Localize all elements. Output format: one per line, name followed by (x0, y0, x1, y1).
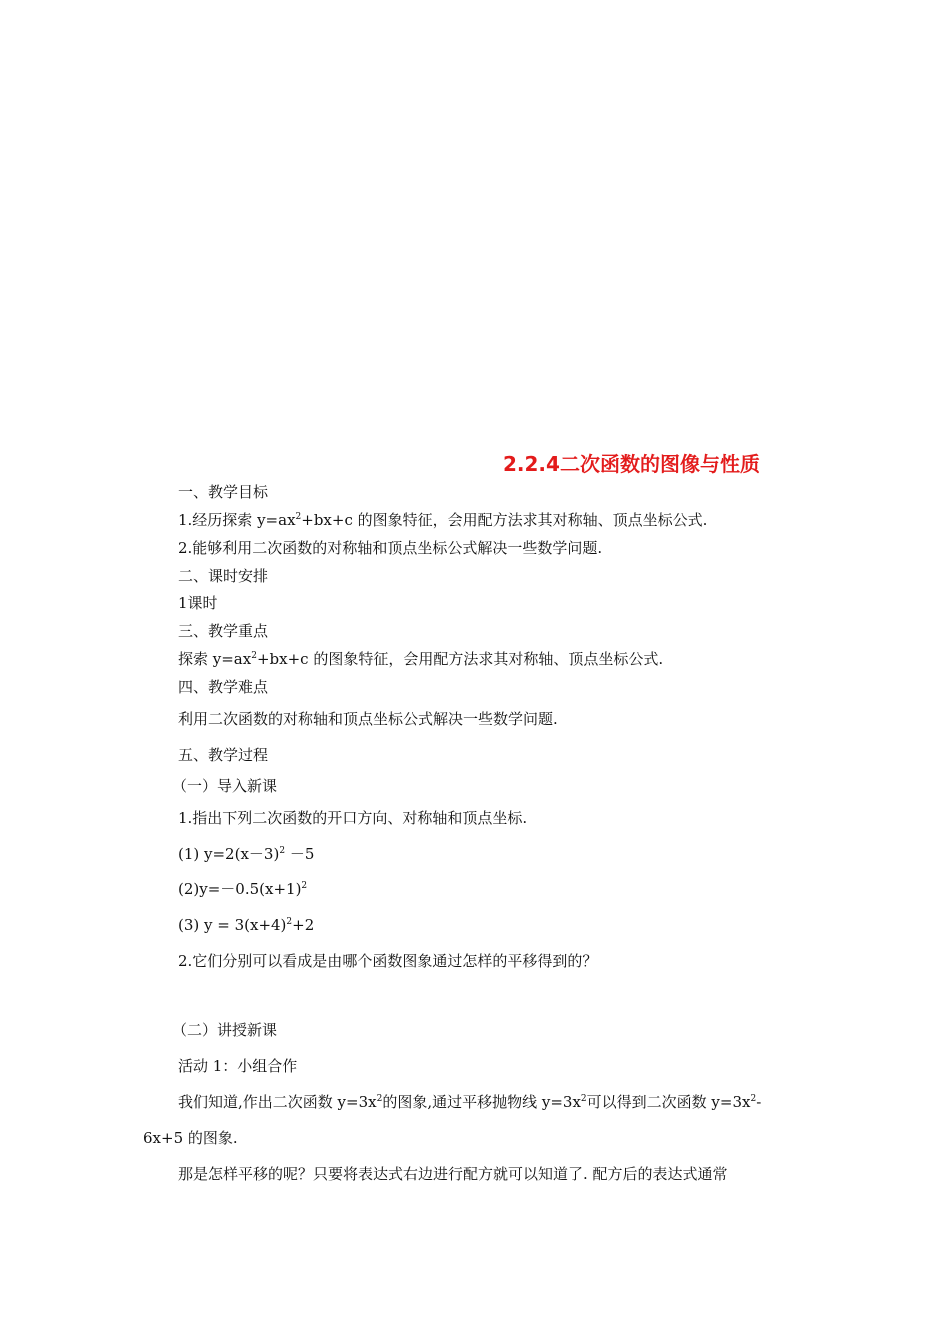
section-3-text-b: +bx+c 的图象特征，会用配方法求其对称轴、顶点坐标公式. (256, 650, 664, 668)
section-1-heading: 一、教学目标 (178, 483, 269, 501)
section-5-heading: 五、教学过程 (178, 746, 269, 764)
subsection-2-heading: （二）讲授新课 (172, 1021, 278, 1039)
objective-1-text-a: 1.经历探索 y=ax (178, 511, 296, 529)
formula-1-text-a: (1) y=2(x－3) (178, 845, 280, 863)
paragraph-1-text-a: 我们知道,作出二次函数 y=3x (178, 1093, 377, 1111)
section-3-body (178, 649, 663, 669)
formula-3 (178, 915, 314, 935)
paragraph-1-text-c: 可以得到二次函数 y=3x (586, 1093, 751, 1111)
section-3-heading: 三、教学重点 (178, 622, 269, 640)
paragraph-1-continuation: 6x+5 的图象. (143, 1129, 238, 1147)
objective-1-exponent: 2 (295, 512, 302, 522)
section-3-exponent: 2 (251, 651, 257, 661)
activity-heading: 活动 1：小组合作 (178, 1057, 298, 1075)
formula-2 (178, 879, 307, 899)
subsection-1-heading: （一）导入新课 (172, 777, 278, 795)
paragraph-1-exponent-3: 2 (750, 1094, 757, 1104)
section-2-heading: 二、课时安排 (178, 567, 269, 585)
question-1: 1.指出下列二次函数的开口方向、对称轴和顶点坐标. (178, 809, 528, 827)
formula-3-exponent: 2 (286, 917, 293, 927)
formula-2-text-a: (2)y=－0.5(x+1) (178, 880, 302, 898)
objective-1-text-b: +bx+c 的图象特征，会用配方法求其对称轴、顶点坐标公式. (301, 511, 708, 529)
formula-1 (178, 844, 314, 864)
section-4-body: 利用二次函数的对称轴和顶点坐标公式解决一些数学问题. (178, 710, 558, 728)
question-2: 2.它们分别可以看成是由哪个函数图象通过怎样的平移得到的？ (178, 952, 598, 970)
objective-2: 2.能够利用二次函数的对称轴和顶点坐标公式解决一些数学问题. (178, 539, 603, 557)
section-3-text-a: 探索 y=ax (178, 650, 252, 668)
lesson-title: 2.2.4二次函数的图像与性质 (503, 452, 760, 476)
formula-3-text-b: +2 (292, 916, 315, 934)
paragraph-1 (178, 1092, 761, 1112)
paragraph-1-text-b: 的图象,通过平移抛物线 y=3x (382, 1093, 581, 1111)
paragraph-1-exponent-1: 2 (376, 1094, 383, 1104)
objective-1 (178, 510, 707, 530)
paragraph-1-exponent-2: 2 (580, 1094, 587, 1104)
paragraph-1-text-d: - (756, 1093, 762, 1111)
paragraph-2: 那是怎样平移的呢？只要将表达式右边进行配方就可以知道了. 配方后的表达式通常 (178, 1165, 728, 1183)
section-4-heading: 四、教学难点 (178, 678, 269, 696)
formula-1-exponent: 2 (279, 846, 286, 856)
formula-1-text-b: －5 (285, 845, 315, 863)
formula-3-text-a: (3) y = 3(x+4) (178, 916, 287, 934)
formula-2-exponent: 2 (301, 881, 308, 891)
section-2-body: 1课时 (178, 594, 218, 612)
